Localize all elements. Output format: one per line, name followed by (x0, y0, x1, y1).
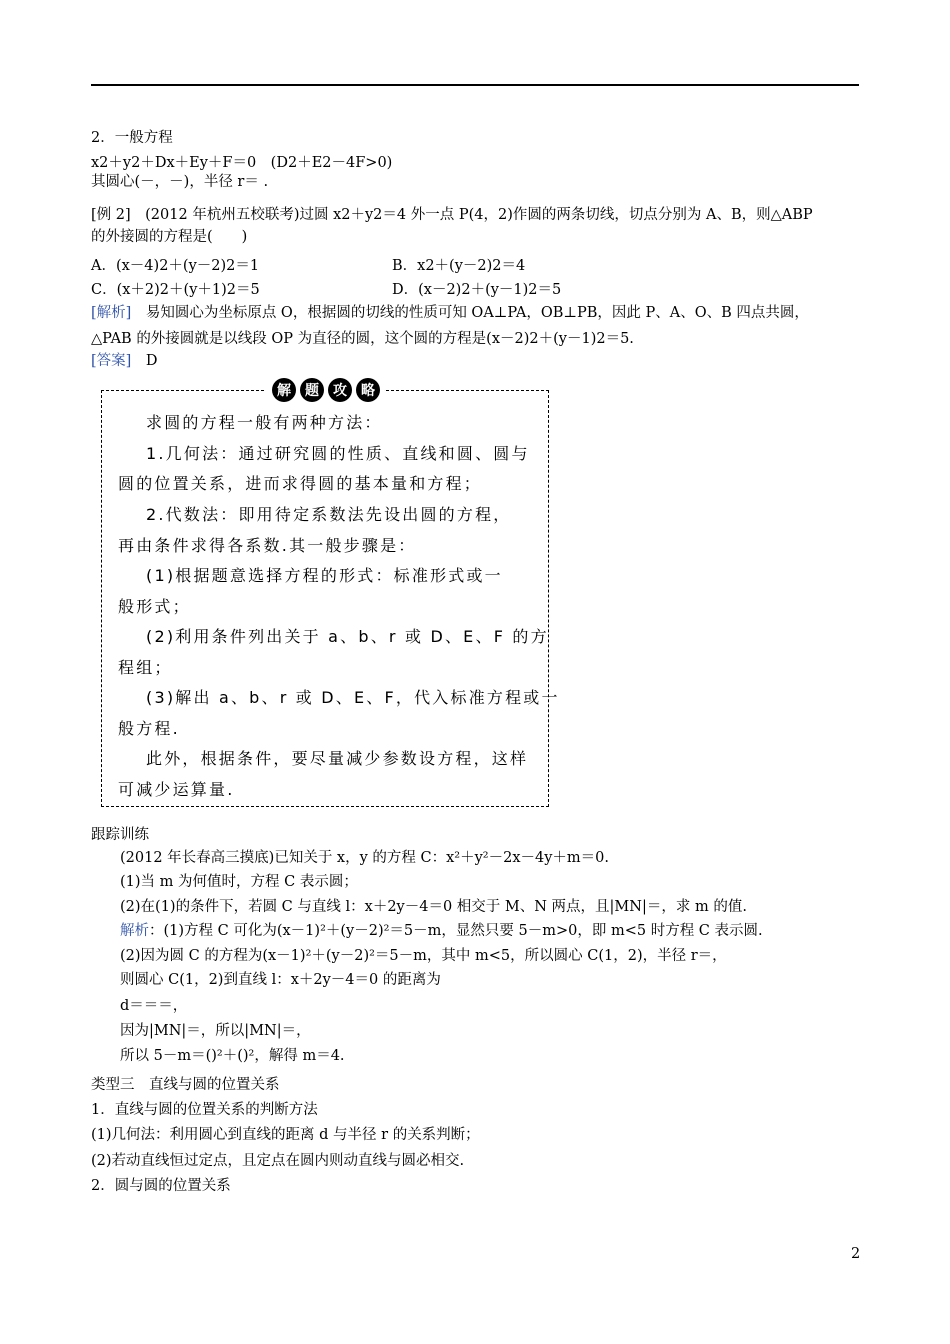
tips-line: (1)根据题意选择方程的形式：标准形式或一 (146, 566, 503, 585)
training-q2: (2)在(1)的条件下，若圆 C 与直线 l：x＋2y－4＝0 相交于 M、N 两点，且|MN|＝，求 m 的值. (120, 899, 747, 915)
solution-tag: 解析 (120, 923, 149, 939)
badge-char-1: 解 (272, 378, 296, 402)
training-title: 跟踪训练 (91, 827, 149, 843)
tips-line: 1.几何法：通过研究圆的性质、直线和圆、圆与 (146, 444, 530, 463)
type3-title: 类型三 直线与圆的位置关系 (91, 1077, 280, 1093)
badge-char-3: 攻 (328, 378, 352, 402)
page-number: 2 (851, 1246, 861, 1262)
solution-line-1 (120, 921, 763, 941)
tips-line: (2)利用条件列出关于 a、b、r 或 D、E、F 的方 (146, 627, 549, 646)
tips-line: 此外，根据条件，要尽量减少参数设方程，这样 (146, 749, 529, 768)
type3-p4: 2．圆与圆的位置关系 (91, 1178, 231, 1194)
tips-badge (266, 376, 386, 404)
solution-line-5: 因为|MN|＝，所以|MN|＝， (120, 1023, 311, 1039)
analysis-tag: [解析] (91, 305, 132, 321)
section-heading: 2．一般方程 (91, 130, 173, 146)
tips-line: 程组； (118, 658, 173, 677)
badge-char-4: 略 (356, 378, 380, 402)
type3-p2: (1)几何法：利用圆心到直线的距离 d 与半径 r 的关系判断； (91, 1127, 480, 1143)
solution-text-1: ：(1)方程 C 可化为(x－1)²＋(y－2)²＝5－m，显然只要 5－m>0，即 m<5 时方程 C 表示圆. (149, 923, 763, 939)
answer-line (91, 351, 157, 371)
option-b: B．x2＋(y－2)2＝4 (392, 258, 526, 274)
training-q1: (1)当 m 为何值时，方程 C 表示圆； (120, 874, 358, 890)
option-d: D．(x－2)2＋(y－1)2＝5 (392, 282, 562, 298)
analysis-line-1 (91, 303, 809, 323)
example-line-2: 的外接圆的方程是( ) (91, 229, 248, 245)
tips-line: 再由条件求得各系数.其一般步骤是： (118, 536, 417, 555)
type3-p1: 1．直线与圆的位置关系的判断方法 (91, 1102, 318, 1118)
answer-text: D (131, 353, 158, 369)
training-problem: (2012 年长春高三摸底)已知关于 x，y 的方程 C：x²＋y²－2x－4y＋m＝0. (120, 850, 610, 866)
tips-line: 2.代数法：即用待定系数法先设出圆的方程， (146, 505, 512, 524)
badge-char-2: 题 (300, 378, 324, 402)
analysis-text-1: 易知圆心为坐标原点 O，根据圆的切线的性质可知 OA⊥PA，OB⊥PB，因此 P、A、O、B 四点共圆， (131, 305, 809, 321)
tips-line: 般方程. (118, 719, 180, 738)
type3-p3: (2)若动直线恒过定点，且定点在圆内则动直线与圆必相交. (91, 1153, 465, 1169)
general-equation: x2＋y2＋Dx＋Ey＋F＝0 (D2＋E2－4F>0) (91, 155, 393, 171)
tips-line: 求圆的方程一般有两种方法： (146, 413, 383, 432)
solution-line-3: 则圆心 C(1，2)到直线 l：x＋2y－4＝0 的距离为 (120, 972, 441, 988)
tips-line: 可减少运算量. (118, 780, 235, 799)
option-c: C．(x＋2)2＋(y＋1)2＝5 (91, 282, 260, 298)
center-radius-text: 其圆心(－，－)，半径 r＝ . (91, 174, 269, 190)
answer-tag: [答案] (91, 353, 132, 369)
tips-line: 圆的位置关系，进而求得圆的基本量和方程； (118, 474, 483, 493)
analysis-line-2: △PAB 的外接圆就是以线段 OP 为直径的圆，这个圆的方程是(x－2)2＋(y－1)2＝5. (91, 331, 634, 347)
example-line-1: [例 2] (2012 年杭州五校联考)过圆 x2＋y2＝4 外一点 P(4，2)作圆的两条切线，切点分别为 A、B，则△ABP (91, 207, 813, 223)
tips-line: 般形式； (118, 597, 191, 616)
solution-line-6: 所以 5－m＝()²＋()²，解得 m＝4. (120, 1048, 345, 1064)
header-rule (91, 84, 859, 86)
option-a: A．(x－4)2＋(y－2)2＝1 (91, 258, 260, 274)
tips-line: (3)解出 a、b、r 或 D、E、F，代入标准方程或一 (146, 688, 560, 707)
solution-line-4: d＝＝＝， (120, 998, 188, 1014)
solution-line-2: (2)因为圆 C 的方程为(x－1)²＋(y－2)²＝5－m，其中 m<5，所以圆心 C(1，2)，半径 r＝， (120, 948, 727, 964)
